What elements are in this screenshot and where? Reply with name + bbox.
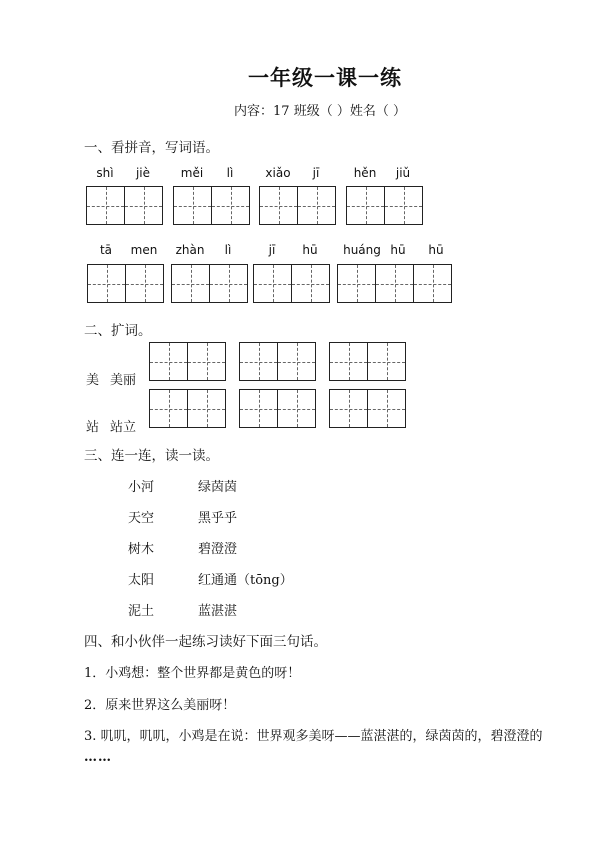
writing-grid-cell[interactable] (329, 342, 368, 381)
pinyin-label: xiǎo (265, 166, 291, 180)
writing-grid-cell[interactable] (211, 186, 250, 225)
expand-example: 美丽 (110, 373, 137, 388)
writing-grid-cell[interactable] (239, 342, 278, 381)
writing-grid-cell[interactable] (329, 389, 368, 428)
page-subtitle: 内容：17 班级（ ）姓名（ ） (234, 104, 406, 119)
writing-grid-cell[interactable] (124, 186, 163, 225)
pinyin-label: zhàn (175, 243, 205, 257)
expand-char: 美 (86, 373, 100, 388)
pinyin-label: měi (180, 166, 204, 180)
writing-grid-cell[interactable] (187, 342, 226, 381)
writing-grid-cell[interactable] (253, 264, 292, 303)
writing-grid-cell[interactable] (187, 389, 226, 428)
match-left-item[interactable]: 树木 (128, 542, 155, 557)
pinyin-label: men (130, 243, 158, 257)
pinyin-label: jiè (135, 166, 151, 180)
writing-grid-cell[interactable] (367, 342, 406, 381)
writing-grid-cell[interactable] (171, 264, 210, 303)
section-2-heading: 二、扩词。 (84, 323, 152, 339)
writing-grid-cell[interactable] (337, 264, 376, 303)
writing-grid-cell[interactable] (291, 264, 330, 303)
pinyin-label: jī (268, 243, 276, 257)
writing-grid-cell[interactable] (277, 342, 316, 381)
writing-grid-cell[interactable] (87, 264, 126, 303)
page-title: 一年级一课一练 (248, 66, 402, 90)
pinyin-label: lì (226, 166, 234, 180)
pinyin-label: hěn (353, 166, 377, 180)
reading-ellipsis: …… (84, 750, 112, 765)
writing-grid-cell[interactable] (375, 264, 414, 303)
writing-grid-cell[interactable] (149, 389, 188, 428)
match-right-item[interactable]: 绿茵茵 (198, 480, 238, 495)
match-left-item[interactable]: 天空 (128, 511, 155, 526)
writing-grid-cell[interactable] (173, 186, 212, 225)
writing-grid-cell[interactable] (297, 186, 336, 225)
writing-grid-cell[interactable] (384, 186, 423, 225)
section-4-heading: 四、和小伙伴一起练习读好下面三句话。 (84, 634, 327, 650)
match-left-item[interactable]: 太阳 (128, 573, 155, 588)
writing-grid-cell[interactable] (209, 264, 248, 303)
writing-grid-cell[interactable] (149, 342, 188, 381)
section-3-heading: 三、连一连，读一读。 (84, 448, 219, 464)
pinyin-label: jī (312, 166, 320, 180)
match-right-item[interactable]: 碧澄澄 (198, 542, 238, 557)
pinyin-label: lì (224, 243, 232, 257)
reading-sentence: 3. 叽叽，叽叽，小鸡是在说：世界观多美呀——蓝湛湛的，绿茵茵的，碧澄澄的 (84, 729, 543, 744)
match-left-item[interactable]: 小河 (128, 480, 155, 495)
match-right-item[interactable]: 蓝湛湛 (198, 604, 238, 619)
pinyin-label: huáng (343, 243, 381, 257)
pinyin-label: jiǔ (395, 166, 411, 180)
writing-grid-cell[interactable] (125, 264, 164, 303)
writing-grid-cell[interactable] (259, 186, 298, 225)
writing-grid-cell[interactable] (239, 389, 278, 428)
pinyin-label: hū (428, 243, 444, 257)
pinyin-label: hū (302, 243, 318, 257)
expand-char: 站 (86, 420, 100, 435)
match-right-item[interactable]: 黑乎乎 (198, 511, 238, 526)
match-right-item[interactable]: 红通通（tōng） (198, 573, 293, 588)
writing-grid-cell[interactable] (346, 186, 385, 225)
match-left-item[interactable]: 泥土 (128, 604, 155, 619)
pinyin-label: hū (390, 243, 406, 257)
writing-grid-cell[interactable] (86, 186, 125, 225)
writing-grid-cell[interactable] (277, 389, 316, 428)
writing-grid-cell[interactable] (367, 389, 406, 428)
writing-grid-cell[interactable] (413, 264, 452, 303)
pinyin-label: shì (96, 166, 114, 180)
reading-sentence: 2．原来世界这么美丽呀！ (84, 698, 236, 713)
expand-example: 站立 (110, 420, 137, 435)
section-1-heading: 一、看拼音，写词语。 (84, 140, 219, 156)
reading-sentence: 1．小鸡想：整个世界都是黄色的呀！ (84, 666, 301, 681)
pinyin-label: tā (99, 243, 113, 257)
